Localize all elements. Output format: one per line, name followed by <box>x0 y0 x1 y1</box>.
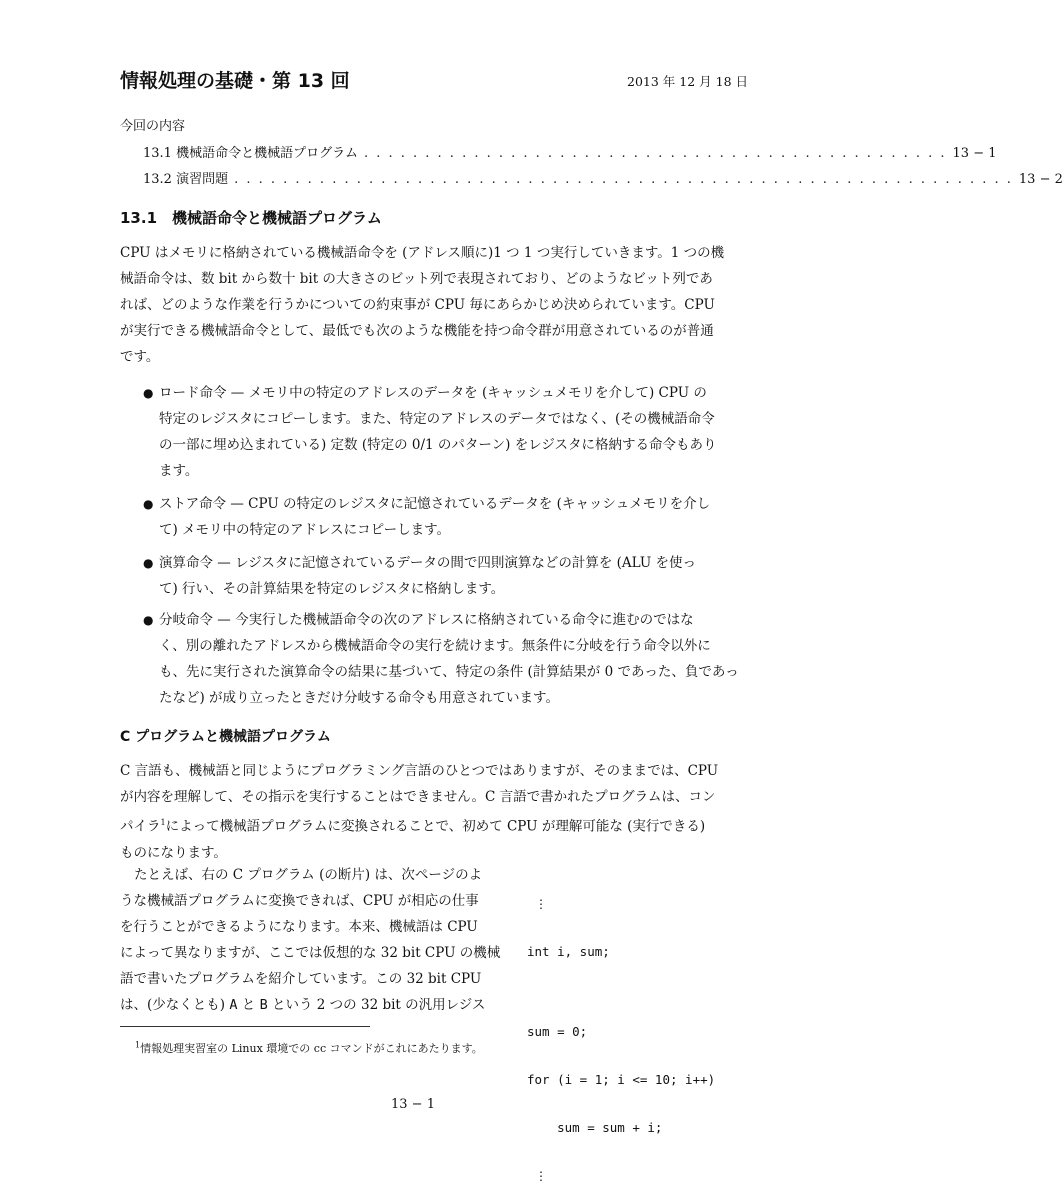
text-line: が実行できる機械語命令として、最低でも次のような機能を持つ命令群が用意されているのが普通 <box>120 323 714 339</box>
text-fragment: と <box>241 997 256 1013</box>
text-line <box>120 992 498 1018</box>
footnote-text: 情報処理実習室の Linux 環境での cc コマンドがこれにあたります。 <box>140 1042 483 1055</box>
text-line: ストア命令 — CPU の特定のレジスタに記憶されているデータを (キャッシュメモリを介し <box>159 496 711 512</box>
intro-paragraph <box>120 240 750 370</box>
text-line: ロード命令 — メモリ中の特定のアドレスのデータを (キャッシュメモリを介して) CPU の <box>159 385 707 401</box>
subsection-heading: C プログラムと機械語プログラム <box>120 729 331 745</box>
text-line: たなど) が成り立ったときだけ分岐する命令も用意されています。 <box>159 690 559 706</box>
list-item-text <box>159 380 750 484</box>
toc-item-page: 13 − 2 <box>1018 172 1063 187</box>
text-line: を行うことができるようになります。本来、機械語は CPU <box>120 919 478 935</box>
text-line: 械語命令は、数 bit から数十 bit の大きさのビット列で表現されており、どのようなビット列であ <box>120 271 713 287</box>
code-line: sum = 0; <box>527 1024 588 1039</box>
text-line: も、先に実行された演算命令の結果に基づいて、特定の条件 (計算結果が 0 であった、負であっ <box>159 664 739 680</box>
register-name: A <box>229 997 238 1013</box>
text-fragment: パイラ <box>120 818 161 835</box>
footnote-marker[interactable]: 1 <box>160 818 166 827</box>
code-snippet <box>527 864 715 1200</box>
document-date: 2013 年 12 月 18 日 <box>627 74 748 89</box>
vertical-ellipsis: ⋮ <box>535 897 547 911</box>
text-fragment: によって機械語プログラムに変換されることで、初めて CPU が理解可能な (実行できる) <box>165 818 706 835</box>
section-title: 機械語命令と機械語プログラム <box>172 209 382 227</box>
toc-leader-dots: . . . . . . . . . . . . . . . . . . . . . . . . . . . . . . . . . . . . . . . . . . . . . . . . . . . . . . . . . . . . . . . . <box>234 172 1013 187</box>
text-line: C 言語も、機械語と同じようにプログラミング言語のひとつではありますが、そのままでは、CPU <box>120 763 719 779</box>
text-line: ます。 <box>159 463 199 479</box>
bullet-icon: ● <box>143 613 154 627</box>
toc-item-page: 13 − 1 <box>952 146 997 161</box>
toc-leader-dots: . . . . . . . . . . . . . . . . . . . . . . . . . . . . . . . . . . . . . . . . . . . . . . . . <box>363 146 947 161</box>
text-line: て) 行い、その計算結果を特定のレジスタに格納します。 <box>159 581 505 597</box>
vertical-ellipsis: ⋮ <box>535 1169 547 1183</box>
bullet-icon: ● <box>143 497 154 511</box>
footnote-rule <box>120 1026 370 1027</box>
text-line: の一部に埋め込まれている) 定数 (特定の 0/1 のパターン) をレジスタに格納する命令もあり <box>159 437 717 453</box>
page-title: 情報処理の基礎・第 13 回 <box>120 70 350 92</box>
text-line: によって異なりますが、ここでは仮想的な 32 bit CPU の機械 <box>120 945 501 961</box>
text-line: て) メモリ中の特定のアドレスにコピーします。 <box>159 522 451 538</box>
toc-item[interactable] <box>143 168 1063 187</box>
text-line: です。 <box>120 349 160 365</box>
text-line: 演算命令 — レジスタに記憶されているデータの間で四則演算などの計算を (ALU を使っ <box>159 555 697 571</box>
register-name: B <box>259 997 268 1013</box>
section-heading <box>120 207 382 228</box>
section-number: 13.1 <box>120 209 158 227</box>
bullet-icon: ● <box>143 556 154 570</box>
text-line: ものになります。 <box>120 844 227 861</box>
text-line <box>120 810 750 840</box>
footnote-mark: 1 <box>135 1040 141 1050</box>
text-line: 特定のレジスタにコピーします。また、特定のアドレスのデータではなく、(その機械語命令 <box>159 411 715 427</box>
text-line: たとえば、右の C プログラム (の断片) は、次ページのよ <box>134 867 483 883</box>
text-line: 分岐命令 — 今実行した機械語命令の次のアドレスに格納されている命令に進むのではな <box>159 612 694 628</box>
text-line: 語で書いたプログラムを紹介しています。この 32 bit CPU <box>120 971 482 987</box>
text-line: うな機械語プログラムに変換できれば、CPU が相応の仕事 <box>120 893 479 909</box>
list-item-text <box>159 607 750 711</box>
code-line: int i, sum; <box>527 944 610 959</box>
page-number: 13 − 1 <box>391 1097 435 1112</box>
bullet-icon: ● <box>143 386 154 400</box>
list-item-text <box>159 491 750 543</box>
toc-item-label: 13.1 機械語命令と機械語プログラム <box>143 146 358 161</box>
toc-item-label: 13.2 演習問題 <box>143 172 229 187</box>
code-line: sum = sum + i; <box>527 1120 663 1135</box>
text-line: が内容を理解して、その指示を実行することはできません。C 言語で書かれたプログラムは、コン <box>120 789 716 805</box>
text-line: く、別の離れたアドレスから機械語命令の実行を続けます。無条件に分岐を行う命令以外に <box>159 638 711 654</box>
c-paragraph <box>120 758 750 866</box>
text-line: れば、どのような作業を行うかについての約束事が CPU 毎にあらかじめ決められています。CPU <box>120 297 715 313</box>
toc-heading: 今回の内容 <box>120 119 186 134</box>
text-fragment: という 2 つの 32 bit の汎用レジス <box>272 997 486 1013</box>
text-line: CPU はメモリに格納されている機械語命令を (アドレス順に)1 つ 1 つ実行していきます。1 つの機 <box>120 245 725 261</box>
toc-item[interactable] <box>143 142 997 161</box>
text-fragment: は、(少なくとも) <box>120 997 226 1013</box>
list-item-text <box>159 550 750 602</box>
code-line: for (i = 1; i <= 10; i++) <box>527 1072 716 1087</box>
footnote <box>135 1040 483 1056</box>
example-paragraph <box>120 862 501 1018</box>
